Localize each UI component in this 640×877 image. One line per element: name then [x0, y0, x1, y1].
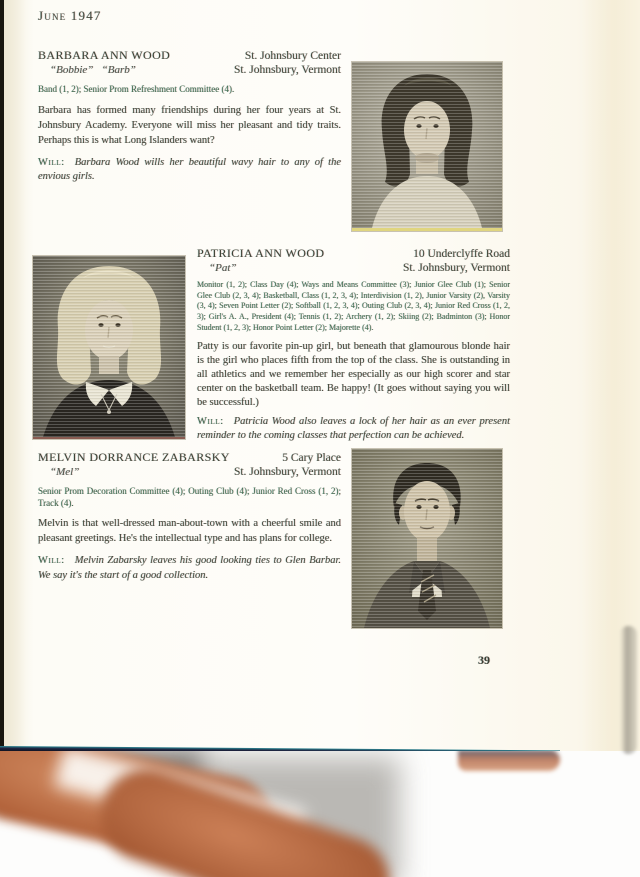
student-will [38, 554, 341, 583]
student-address-line1: St. Johnsbury Center [244, 50, 341, 62]
entry-melvin-zabarsky [38, 450, 341, 583]
student-bio: Patty is our favorite pin-up girl, but beneath that glamourous blonde hair is the girl who places fifth from the top of the class. She is outstanding in all athletics and we remember her especially as our high scorer and star center on the basketball team. Be happy! (It goes without saying you will be successful.) [197, 340, 510, 408]
issue-date-header: June 1947 [38, 8, 102, 23]
portrait-illustration-barbara [352, 62, 502, 228]
student-bio: Barbara has formed many friendships during her four years at St. Johnsbury Academy. Everyone will miss her pleasant and tidy traits. Perhaps this is what Long Islanders want? [38, 104, 341, 146]
will-text: Melvin Zabarsky leaves his good looking ties to Glen Barbar. We say it's the start of a good collection. [38, 555, 341, 581]
student-address-line1: 10 Underclyffe Road [413, 248, 510, 260]
entry-patricia-wood [197, 246, 510, 444]
will-text: Patricia Wood also leaves a lock of her hair as an ever present reminder to the coming classes that perfection can be achieved. [197, 415, 510, 442]
student-name: MELVIN DORRANCE ZABARSKY [38, 450, 230, 464]
activities-list: Band (1, 2); Senior Prom Refreshment Committee (4). [38, 84, 235, 94]
student-nicknames: “Bobbie” “Barb” [50, 64, 136, 76]
student-address-line2: St. Johnsbury, Vermont [233, 64, 341, 76]
student-name: BARBARA ANN WOOD [38, 48, 171, 62]
portrait-illustration-melvin [352, 449, 502, 628]
will-label: Will: [197, 415, 224, 427]
fingertip [458, 751, 560, 771]
will-label: Will: [38, 555, 65, 566]
portrait-photo-melvin [352, 449, 502, 628]
activities-list: Senior Prom Decoration Committee (4); Outing Club (4); Junior Red Cross (1, 2); Track (4). [38, 486, 341, 508]
entry-barbara-wood [38, 48, 341, 185]
background-behind-book [0, 751, 640, 877]
page-number: 39 [478, 653, 490, 667]
will-text: Barbara Wood wills her beautiful wavy hair to any of the envious girls. [38, 156, 341, 182]
student-address-line1: 5 Cary Place [282, 452, 341, 464]
student-will [197, 415, 510, 444]
student-will [38, 156, 341, 185]
portrait-photo-barbara [352, 62, 502, 231]
student-address-line2: St. Johnsbury, Vermont [233, 466, 341, 478]
student-address-line2: St. Johnsbury, Vermont [402, 262, 510, 274]
portrait-photo-patricia [33, 256, 185, 439]
book-right-edge-shadow [620, 626, 637, 754]
student-nicknames: “Pat” [209, 262, 237, 274]
page-left-curve-shading [4, 0, 26, 752]
will-label: Will: [38, 156, 65, 168]
student-name: PATRICIA ANN WOOD [197, 246, 325, 260]
student-bio: Melvin is that well-dressed man-about-town with a cheerful smile and pleasant greetings. He's the intellectual type and has plans for college. [38, 518, 341, 544]
portrait-illustration-patricia [33, 256, 185, 437]
activities-list: Monitor (1, 2); Class Day (4); Ways and Means Committee (3); Junior Glee Club (1); Senior Glee Club (2, 3, 4); Basketball, Class (1, 2, 3, 4); Interdivision (1, 2), Junior Varsity (2), Varsity (3, 4); Seven Point Letter (2); Softball (1, 2, 3, 4); Outing Club (2, 3, 4); Junior Red Cross (1, 2, 3); Girl's A. A., President (4); Tennis (1, 2); Archery (1, 2); Skiing (2); Badminton (3); Honor Student (1, 2, 3); Honor Point Letter (2); Majorette (4). [197, 280, 510, 332]
student-nicknames: “Mel” [50, 466, 80, 478]
